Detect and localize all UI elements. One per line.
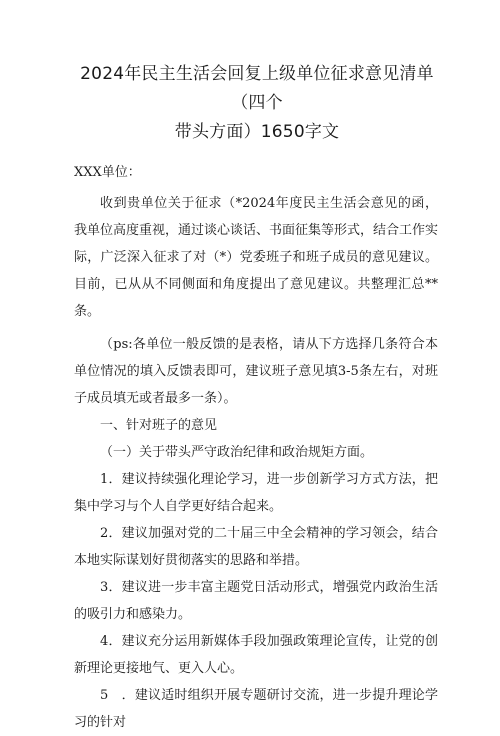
section-heading-1: 一、针对班子的意见 (100, 418, 218, 433)
intro-paragraph: 收到贵单位关于征求（*2024年度民主生活会意见的函，我单位高度重视，通过谈心谈话、书面征集等形式，结合工作实际，广泛深入征求了对（*）党委班子和班子成员的意见建议。目前，已从从不同侧面和角度提出了意见建议。共整理汇总**条。 (74, 196, 439, 319)
list-item-5: 5 ．建议适时组织开展专题研讨交流，进一步提升理论学习的针对 (74, 688, 438, 730)
title-line-1: 2024年民主生活会回复上级单位征求意见清单（四个 (80, 64, 434, 113)
note-paragraph: （ps:各单位一般反馈的是表格，请从下方选择几条符合本单位情况的填入反馈表即可，建议班子意见填3-5条左右，对班子成员填无或者最多一条）。 (74, 337, 438, 406)
list-item-4: 4．建议充分运用新媒体手段加强政策理论宣传，让党的创新理论更接地气、更入人心。 (74, 634, 438, 676)
list-item-1: 1．建议持续强化理论学习，进一步创新学习方式方法，把集中学习与个人自学更好结合起来。 (74, 472, 438, 514)
addressee: XXX单位： (74, 165, 141, 180)
list-item-2: 2．建议加强对党的二十届三中全会精神的学习领会，结合本地实际谋划好贯彻落实的思路和举措。 (74, 526, 438, 568)
subsection-heading-1: （一）关于带头严守政治纪律和政治规矩方面。 (100, 445, 374, 460)
list-item-3: 3．建议进一步丰富主题党日活动形式，增强党内政治生活的吸引力和感染力。 (74, 580, 438, 622)
document-title (74, 60, 438, 147)
title-line-2: 带头方面）1650字文 (174, 122, 340, 142)
